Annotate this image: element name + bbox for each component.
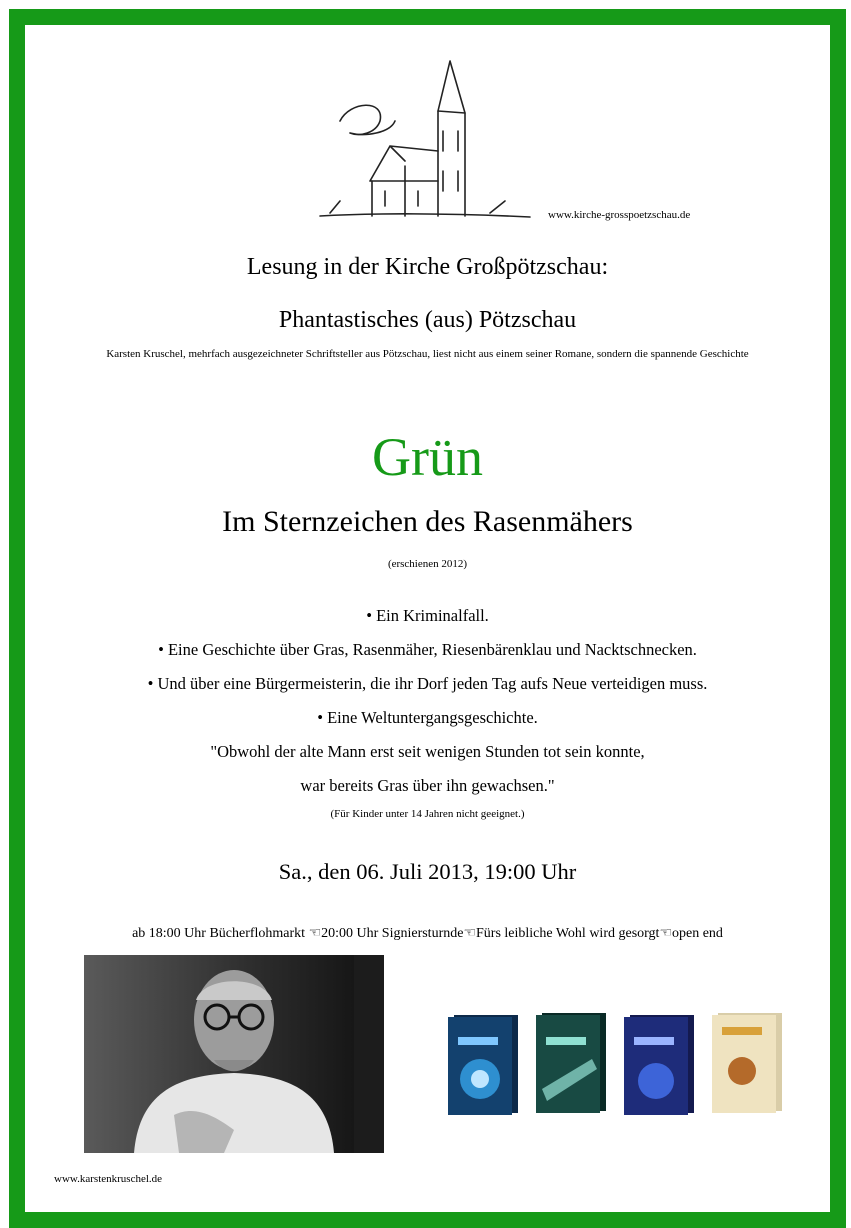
age-warning: (Für Kinder unter 14 Jahren nicht geeignet.) (330, 808, 525, 820)
book-title: Grün (372, 427, 483, 487)
bullet-item: • Eine Weltuntergangsgeschichte. (317, 708, 538, 727)
poster (9, 9, 846, 1228)
author-website[interactable]: www.karstenkruschel.de (54, 1173, 163, 1185)
book-cover-gruen (712, 1013, 782, 1113)
church-website[interactable]: www.kirche-grosspoetzschau.de (548, 209, 691, 221)
event-info: ab 18:00 Uhr Bücherflohmarkt ☜20:00 Uhr Signiersturnde☜Fürs leibliche Wohl wird gesorgt☜open end (132, 926, 723, 941)
book-cover-vilm-1 (448, 1015, 518, 1115)
bullet-item: • Ein Kriminalfall. (366, 606, 489, 625)
book-cover-vilm-2 (536, 1013, 606, 1113)
bullet-item: • Eine Geschichte über Gras, Rasenmäher, Riesenbärenklau und Nacktschnecken. (158, 640, 697, 659)
book-subtitle: Im Sternzeichen des Rasenmähers (222, 505, 633, 538)
publication-note: (erschienen 2012) (387, 558, 468, 570)
book-cover-vilm-3 (624, 1015, 694, 1115)
author-photo (84, 955, 384, 1153)
event-date: Sa., den 06. Juli 2013, 19:00 Uhr (278, 859, 577, 884)
book-covers (442, 1009, 802, 1129)
quote-line-1: "Obwohl der alte Mann erst seit wenigen Stunden tot sein konnte, (210, 742, 645, 761)
bullet-item: • Und über eine Bürgermeisterin, die ihr Dorf jeden Tag aufs Neue verteidigen muss. (147, 674, 708, 693)
church-drawing (310, 41, 540, 226)
event-subtitle: Phantastisches (aus) Pötzschau (278, 307, 577, 333)
intro-text: Karsten Kruschel, mehrfach ausgezeichneter Schriftsteller aus Pötzschau, liest nicht aus einem seiner Romane, sondern die spannende Geschichte (106, 348, 749, 360)
quote-line-2: war bereits Gras über ihn gewachsen." (300, 776, 555, 795)
event-title: Lesung in der Kirche Großpötzschau: (246, 254, 609, 280)
